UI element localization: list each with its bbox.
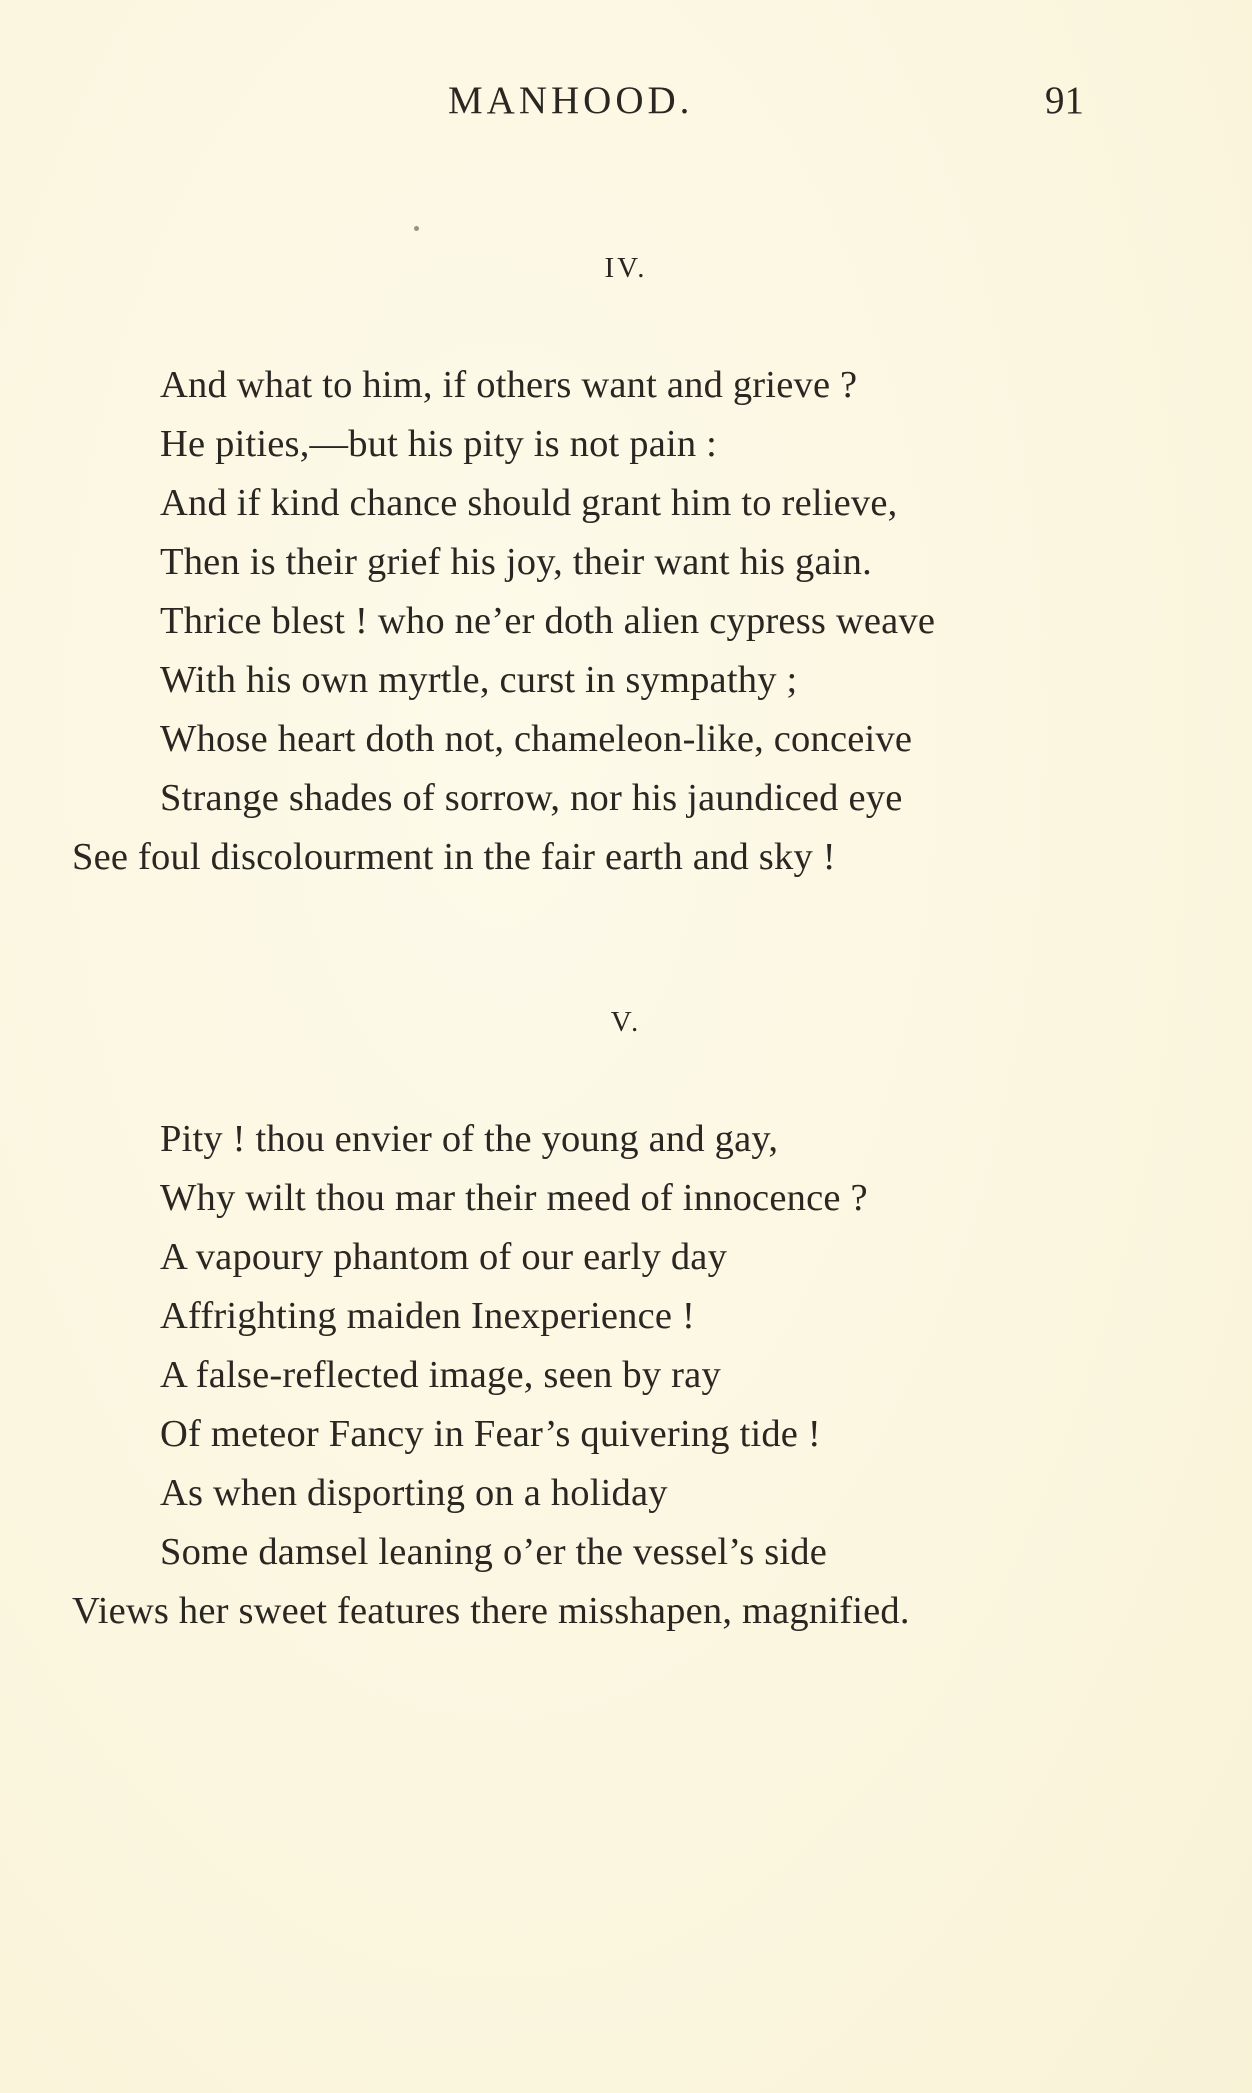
running-head-title: MANHOOD. (448, 79, 694, 122)
verse-line: Strange shades of sorrow, nor his jaundiced eye (160, 777, 903, 819)
stanza-number-v: V. (610, 1006, 642, 1038)
verse-line: Then is their grief his joy, their want his gain. (160, 541, 872, 583)
verse-line: He pities,—but his pity is not pain : (160, 423, 718, 465)
verse-line: Some damsel leaning o’er the vessel’s side (160, 1531, 828, 1573)
verse-line-alexandrine: See foul discolourment in the fair earth and sky ! (72, 836, 836, 878)
verse-line: Of meteor Fancy in Fear’s quivering tide ! (160, 1413, 821, 1455)
verse-line: A vapoury phantom of our early day (160, 1236, 728, 1278)
verse-line: Why wilt thou mar their meed of innocence ? (160, 1177, 868, 1219)
verse-line: Thrice blest ! who ne’er doth alien cypress weave (160, 600, 936, 642)
verse-line: With his own myrtle, curst in sympathy ; (160, 659, 798, 701)
verse-line: A false-reflected image, seen by ray (160, 1354, 721, 1396)
running-head (0, 78, 1252, 128)
stanza-number-iv: IV. (604, 252, 648, 284)
verse-line-alexandrine: Views her sweet features there misshapen, magnified. (72, 1590, 910, 1632)
verse-line: And if kind chance should grant him to relieve, (160, 482, 898, 524)
ink-speck (414, 226, 419, 231)
verse-line: Affrighting maiden Inexperience ! (160, 1295, 696, 1337)
page-number: 91 (1045, 79, 1084, 122)
verse-line: And what to him, if others want and grieve ? (160, 364, 858, 406)
verse-line: As when disporting on a holiday (160, 1472, 668, 1514)
verse-line: Whose heart doth not, chameleon-like, conceive (160, 718, 913, 760)
verse-line: Pity ! thou envier of the young and gay, (160, 1118, 779, 1160)
